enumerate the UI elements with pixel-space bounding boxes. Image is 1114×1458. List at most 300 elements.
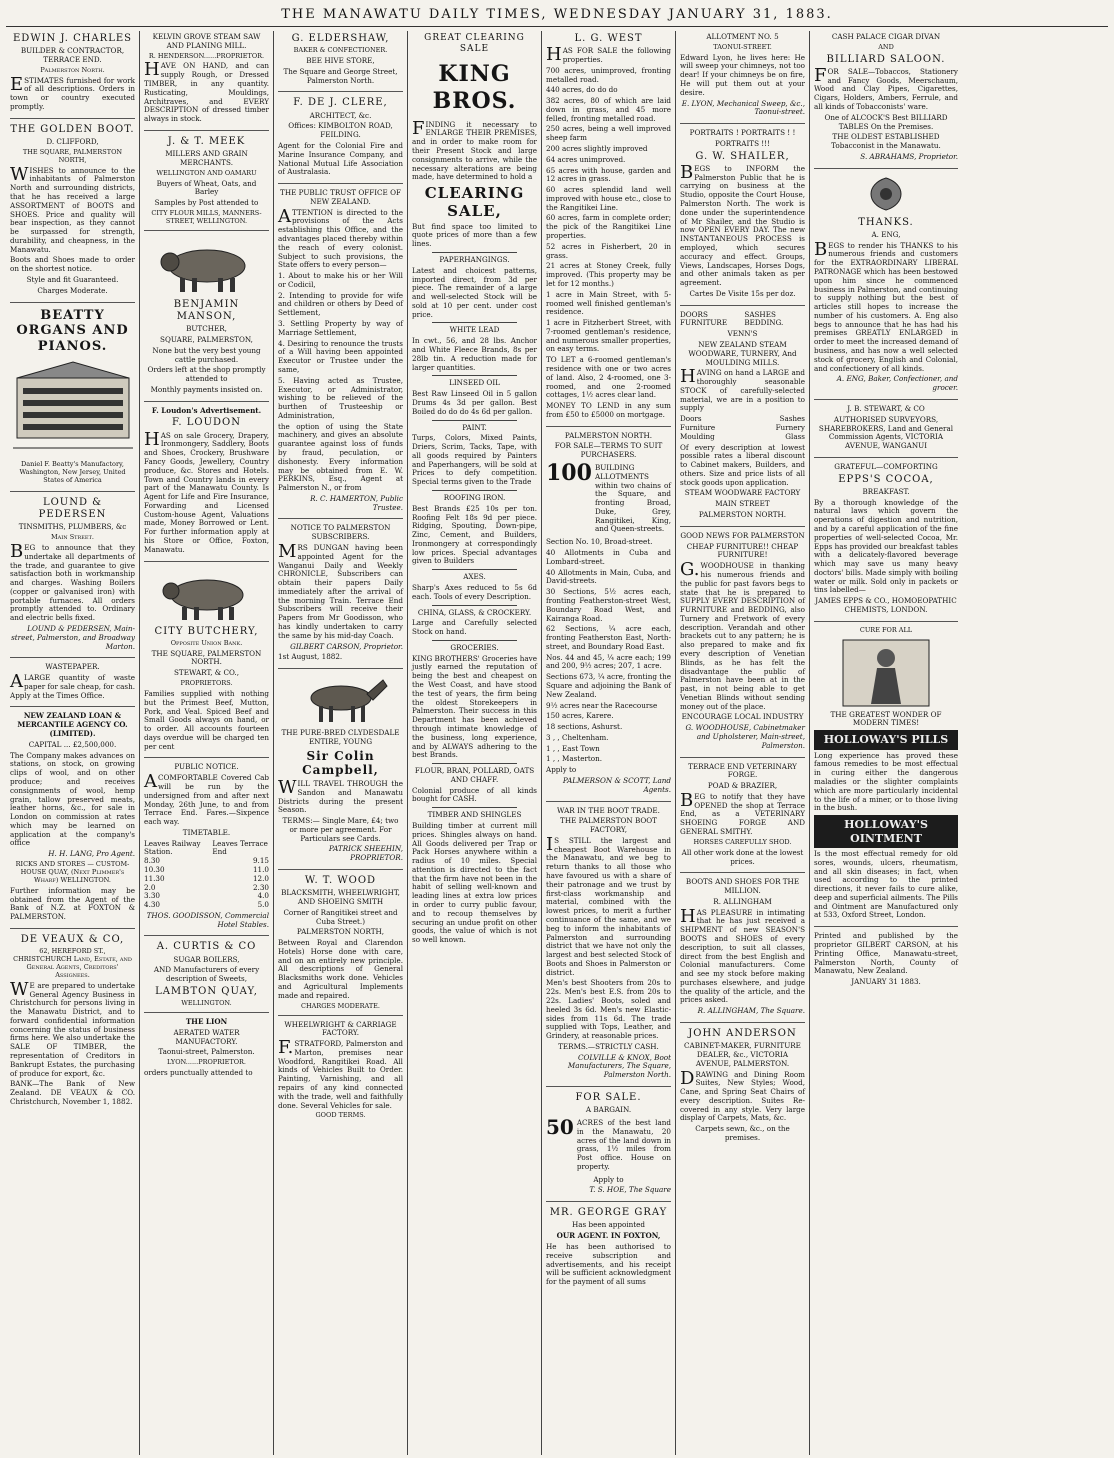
ad-subtitle: TAONUI-STREET.	[713, 42, 772, 51]
imprint-text: Printed and published by the proprietor GILBERT CARSON, at his Printing Office, Manawatu-street, Palmerston North, County of Manawatu, New Zealand.	[814, 931, 958, 976]
ad-subtitle: BLACKSMITH, WHEELWRIGHT, AND SHOEING SMITH	[281, 888, 400, 906]
ad-title: NEW ZEALAND LOAN & MERCANTILE AGENCY CO. (LIMITED).	[17, 711, 128, 739]
list-item: 30 Sections, 5½ acres each, fronting Featherston-street West, Boundary Road West, and Kairanga Road.	[546, 587, 671, 623]
section-title: TIMBER AND SHINGLES	[427, 810, 522, 820]
table-cell: 2.30	[252, 882, 269, 892]
ad-loudon	[144, 407, 269, 562]
timetable-header-cell: Leaves Railway Station.	[144, 838, 201, 857]
ad-banner: PORTRAITS !!!	[715, 138, 770, 148]
ad-signature: S. ABRAHAMS, Proprietor.	[860, 151, 958, 161]
divider	[432, 375, 517, 376]
ad-place: Main Street.	[51, 533, 94, 542]
ad-body: DRAWING and Dining Room Suites, New Styles; Wood, Cane, and Spring Seat Chairs of every description. Suites Re-covered in any style. Very large display of Carpets, Mats, &c.	[680, 1067, 805, 1123]
ad-subtitle: BILLIARD SALOON.	[826, 53, 946, 65]
ad-signature: LOUND & PEDERSEN, Main-street, Palmerston, and Broadway Marton.	[11, 624, 135, 651]
list-item: 440 acres, do do do	[546, 85, 618, 95]
ad-venn	[680, 311, 805, 527]
ad-footer: Carpets sewn, &c., on the premises.	[695, 1124, 790, 1143]
ad-body: Agent for the Colonial Fire and Marine Insurance Company, and National Mutual Life Association of Australasia.	[278, 140, 403, 177]
ad-city: WELLINGTON.	[181, 999, 232, 1008]
ad-apply: Apply to	[593, 1174, 624, 1184]
section-title: ROOFING IRON.	[443, 492, 506, 502]
section-body: Sharp's Axes reduced to 5s 6d each. Tools of every Description.	[412, 583, 537, 601]
ad-signature: GILBERT CARSON, Proprietor.	[290, 641, 403, 651]
ad-body: The Company makes advances on stations, on stock, on growing clips of wool, and on other produce; and receives consignments of wool, hemp grain, tallow preserved meats, leather horns, &c., for sale in London on commission at rates which may be learned on application at the company's office	[10, 750, 135, 848]
ad-stores: RICKS AND STORES — CUSTOM-HOUSE QUAY, (Next Plimmer's Wharf) WELLINGTON.	[15, 859, 130, 884]
ad-clydesdale	[278, 674, 403, 870]
ad-city: PALMERSTON NORTH.	[698, 510, 787, 520]
ad-subtitle: FOR SALE—TERMS TO SUIT PURCHASERS.	[554, 441, 663, 460]
list-item: Sashes	[779, 414, 805, 424]
list-item: 60 acres splendid land well improved with house etc., close to the Rangitikei Line.	[546, 185, 671, 212]
ad-name: D. CLIFFORD,	[46, 136, 99, 146]
list-item: Glass	[785, 431, 805, 441]
ad-footer: CITY FLOUR MILLS, MANNERS-STREET, WELLINGTON.	[151, 208, 262, 225]
ad-subtitle: NEW ZEALAND STEAM WOODWARE, TURNERY, And MOULDING MILLS.	[688, 339, 797, 367]
table-cell: 4.30	[144, 900, 161, 910]
ad-subtitle: ARCHITECT, &c.	[309, 110, 372, 120]
ad-body: Is the most effectual remedy for old sores, wounds, ulcers, rheumatism, and all skin diseases; in fact, when used according to the printed directions, it never fails to cure alike, deep and superficial ailments. The Pills and Ointment are Manufactured only at 533, Oxford Street, London.	[814, 848, 958, 920]
ad-body: WILL TRAVEL THROUGH the Sandon and Manawatu Districts during the present Season.	[278, 776, 403, 815]
ad-title: A. CURTIS & CO	[156, 941, 257, 953]
list-item: 1. About to make his or her Will or Codicil,	[278, 271, 403, 289]
ad-title: ALLOTMENT NO. 5	[706, 32, 779, 41]
list-item: 1 acre in Main Street, with 5-roomed well finished gentleman's residence.	[546, 289, 671, 317]
ad-header-cell: SASHES BEDDING.	[744, 309, 784, 328]
section-body: Colonial produce of all kinds bought for CASH.	[412, 785, 537, 804]
ad-shailer	[680, 129, 805, 305]
list-item: Furniture	[680, 423, 716, 433]
ad-body: the option of using the State machinery, and gives an absolute guarantee against loss of funds by fraud, peculation, or dishonesty. Every information may be obtained from E. W. PERKINS, Esq., Agent at Palmerston N., or from	[278, 421, 403, 493]
ad-banner: PORTRAITS ! PORTRAITS ! !	[689, 128, 796, 138]
horse-engraving	[291, 674, 391, 726]
list-item: 200 acres slightly improved	[546, 144, 648, 153]
ad-body: By a thorough knowledge of the natural laws which govern the operations of digestion and nutrition, and by a careful application of the fine properties of well-selected Cocoa, Mr. Epps has provided our breakfast tables with a delicately-flavored beverage which may save us many heavy doctors' bills. Made simply with boiling water or milk. Sold only in packets or tins labelled—	[814, 497, 958, 595]
ad-signature: R. C. HAMERTON, Public Trustee.	[310, 493, 403, 512]
ad-title: WASTEPAPER.	[45, 662, 100, 672]
ad-body: MRS DUNGAN having been appointed Agent for the Wanganui Daily and Weekly CHRONICLE, Subscribers can obtain their papers Daily immediately after the arrival of the morning Train. Terrace End Subscribers will receive their Papers from Mr Goodisson, who has kindly undertaken to carry the same by his mid-day Coach.	[278, 541, 403, 640]
ad-place: The Square and George Street, Palmerston North.	[283, 66, 398, 85]
ad-de-veaux	[10, 934, 135, 1113]
list-item: 5. Having acted as Trustee, Executor, or Administrator, wishing to be relieved of the burthen of Trusteeship or Administration,	[278, 375, 403, 420]
list-item: 1 , , East Town	[546, 743, 600, 753]
ad-subtitle: SUGAR BOILERS,	[173, 954, 240, 964]
section-body: But find space too limited to quote prices of more than a few lines.	[412, 221, 537, 249]
ad-body: Samples by Post attended to	[154, 198, 259, 208]
table-row	[144, 875, 269, 884]
ad-signature: T. S. HOE, The Square	[589, 1185, 671, 1195]
ad-subtitle: BUTCHER,	[186, 324, 227, 334]
ad-title: WAR IN THE BOOT TRADE.	[557, 805, 660, 815]
ad-title: J. B. STEWART, & CO	[847, 403, 925, 413]
ad-footer: GOOD TERMS.	[315, 1111, 366, 1120]
ad-subtitle: BAKER & CONFECTIONER.	[293, 46, 388, 55]
ad-body: F.STRATFORD, Palmerston and Marton, premises near Woodford, Rangitikei Road. All kinds of Vehicles Built to Order. Painting, Varnishing, and all repairs of any kind connected with the trade, well and faithfully done. Several Vehicles for sale.	[278, 1037, 403, 1110]
section-title: CLEARING SALE,	[424, 184, 525, 221]
ad-name: A. ENG,	[871, 229, 901, 239]
ad-body: BEG to announce that they undertake all departments of the trade, and guarantee to give satisfaction both in workmanship and charges. Washing Boilers (copper or galvanised iron) with portable furnaces. All orders promptly attended to. Ordinary and electric bells fixed.	[10, 540, 135, 623]
ad-body: BEGS to render his THANKS to his numerous friends and customers for the EXTRAORDINARY LIBERAL PATRONAGE which has been bestowed upon him since he commenced business in Palmerston, and continuing to supply nothing but the best of articles still hopes to increase the number of his customers. A. Eng also begs to announce that he has had his premises GREATLY ENLARGED in order to meet the increased demand of business, and has now a well selected stock of grocery, English and Colonial, and confectionery of all kinds.	[814, 238, 958, 373]
table-cell: 11.30	[144, 873, 165, 883]
columns	[6, 31, 1108, 1455]
ad-big-number: 100	[546, 460, 592, 486]
ad-subtitle: AERATED WATER MANUFACTORY.	[173, 1027, 240, 1046]
ad-body: Families supplied with nothing but the Primest Beef, Mutton, Pork, and Veal. Spiced Beef and Small Goods always on hand, or to order. All accounts fourteen days overdue will be charged ten per cent	[144, 688, 269, 751]
ad-signature: R. ALLINGHAM, The Square.	[697, 1006, 805, 1016]
ad-body: Orders left at the shop promptly attended to	[147, 365, 266, 384]
list-item: Section No. 10, Broad-street.	[546, 537, 653, 547]
ad-banner: GRATEFUL—COMFORTING	[834, 461, 938, 471]
ad-lead	[546, 1114, 671, 1174]
ad-subscribers	[278, 524, 403, 669]
ad-signature: G. WOODHOUSE, Cabinetmaker and Upholsterer, Main-street, Palmerston.	[685, 723, 805, 750]
ad-factory: STEAM WOODWARE FACTORY	[684, 488, 801, 498]
ad-title: G. W. SHAILER,	[695, 150, 790, 162]
divider	[432, 569, 517, 570]
table-cell: 8.30	[144, 856, 161, 866]
table-cell: 10.30	[144, 865, 165, 874]
table-row	[144, 884, 269, 893]
list-item: 3. Settling Property by way of Marriage Settlement,	[278, 319, 403, 337]
ad-signature: PALMERSON & SCOTT, Land Agents.	[562, 776, 671, 794]
ad-place: PALMERSTON NORTH,	[296, 927, 385, 937]
column-1	[6, 31, 140, 1455]
list-item: Nos. 44 and 45, ¼ acre each; 199 and 200, 9½ acres; 207, 1 acre.	[546, 652, 671, 671]
ad-line: Charges Moderate.	[37, 285, 108, 295]
ad-footer: Further information may be obtained from the Agent of the Bank of N.Z. at FOXTON & PALMERSTON.	[10, 885, 135, 922]
ad-wonder: THE GREATEST WONDER OF MODERN TIMES!	[830, 709, 942, 728]
ad-king-bros	[412, 33, 537, 951]
ad-body: He has been authorised to receive subscription and advertisements, and his receipt will be sufficient acknowledgment for the payment of all sums	[546, 1241, 671, 1287]
ad-nz-loan	[10, 712, 135, 928]
section-body: KING BROTHERS' Groceries have justly earned the reputation of being the best and cheapest on the West Coast, and have stood the test of years, the firm being the oldest Storekeepers in Palmerston. Their success in this Department has been achieved through intimate knowledge of the business, long experience, and by ALWAYS adhering to the best Brands.	[412, 653, 537, 760]
ad-street: MAIN STREET	[715, 499, 770, 509]
ad-slogan: ENCOURAGE LOCAL INDUSTRY	[681, 712, 804, 722]
list-item: 382 acres, 80 of which are laid down in grass, and 45 more felled, fronting metalled road.	[546, 96, 671, 123]
column-6	[676, 31, 810, 1455]
ad-body: None but the very best young cattle purchased.	[152, 345, 261, 364]
ad-stewart	[814, 405, 958, 458]
ad-subtitle: A BARGAIN.	[585, 1105, 632, 1115]
ad-signature: COLVILLE & KNOX, Boot Manufacturers, The Square, Palmerston North.	[567, 1052, 671, 1080]
ad-proprietor: PROPRIETORS.	[180, 679, 233, 688]
list-item: 21 acres at Stoney Creek, fully improved. (This property may be let for 12 months.)	[546, 261, 671, 288]
ad-title: THE PURE-BRED CLYDESDALE ENTIRE, YOUNG	[281, 728, 400, 746]
section-title: WHITE LEAD	[449, 325, 500, 335]
ad-name: R. ALLINGHAM	[713, 896, 772, 906]
ad-signature: PATRICK SHEEHIN, PROPRIETOR.	[328, 844, 403, 863]
ad-west	[546, 33, 671, 427]
ad-title: L. G. WEST	[574, 33, 643, 44]
list-item: 4. Desiring to renounce the trusts of a Will having been appointed Executor or Trustee under the same,	[278, 338, 403, 374]
ad-eldershaw	[278, 33, 403, 92]
ad-signature: A. ENG, Baker, Confectioner, and grocer.	[836, 374, 958, 393]
organ-factory-engraving	[13, 358, 133, 458]
section-body: Large and Carefully selected Stock on hand.	[412, 618, 537, 637]
imprint	[814, 932, 958, 993]
ad-title: NOTICE TO PALMERSTON SUBSCRIBERS.	[290, 523, 391, 542]
ad-wood	[278, 875, 403, 1015]
section-body: Building timber at current mill prices. Shingles always on hand. All Goods delivered per Trap or Pack Horses anywhere within a radius of 10 miles. Special attention is directed to the fact that the firm have not been in the habit of selling well-known and leading lines at extra low prices in order to curry public favour, and to recoup themselves by securing an undue profit on other goods, the value of which is not so well known.	[412, 820, 537, 945]
section-title: CHINA, GLASS, & CROCKERY.	[417, 607, 532, 617]
ad-subtitle: Has been appointed	[571, 1220, 646, 1230]
ad-subtitle: 62, HEREFORD ST., CHRISTCHURCH Land, Estate, and General Agents, Creditors' Assignees.	[13, 947, 132, 979]
ad-date: 1st August, 1882.	[278, 652, 343, 662]
ad-header-cell: DOORS FURNITURE	[680, 309, 728, 328]
ad-body: IS STILL the largest and cheapest Boot Warehouse in the Manawatu, and we beg to return thanks to all those who have favoured us with a share of their patronage and we trust by first-class workmanship and material, combined with the lowest prices, to merit a further continuance of the same, and we beg to inform the inhabitants of Palmerston and surrounding district that we have not only the largest and best selected Stock of Boots and Shoes in Palmerston or district.	[546, 833, 671, 977]
ad-subtitle: CHEAP FURNITURE!! CHEAP FURNITURE!	[686, 541, 799, 560]
ad-body: ESTIMATES furnished for work of all descriptions. Orders in town or country executed promptly.	[10, 73, 135, 112]
ad-subtitle: BREAKFAST.	[862, 486, 910, 496]
ad-footer: orders punctually attended to	[144, 1068, 253, 1078]
section-title: AXES.	[463, 572, 486, 582]
ad-body: ALARGE quantity of waste paper for sale cheap, for cash. Apply at the Times Office.	[10, 671, 135, 700]
ad-body: Monthly payments insisted on.	[150, 384, 263, 394]
ad-title: THE LION	[185, 1017, 228, 1027]
ad-kelvin	[144, 33, 269, 131]
ornament-engraving	[856, 174, 916, 214]
bull-engraving	[152, 236, 262, 296]
ad-subtitle: AUTHORISED SURVEYORS, SHAREBROKERS, Land and General Commission Agents, VICTORIA AVENUE, WANGANUI	[818, 414, 954, 451]
ad-horse-name: Sir Colin Campbell,	[302, 748, 379, 778]
ad-footer: BANK—The Bank of New Zealand. DE VEAUX & CO. Christchurch, November 1, 1882.	[10, 1079, 135, 1106]
ad-body: FOR SALE—Tobaccos, Stationery and Fancy Goods, Meerschaum, Wood and Clay Pipes, Cigarettes, Cigars, Holders, Ambers, Ferrule, and all kinds of Tobacconists' ware.	[814, 64, 958, 112]
ad-capital: CAPITAL ... £2,500,000.	[28, 739, 117, 749]
ad-title: PALMERSTON NORTH.	[564, 430, 653, 440]
ad-body: Boots and Shoes made to order on the shortest notice.	[10, 255, 135, 274]
list-item: 64 acres unimproved.	[546, 154, 626, 164]
section-title: FLOUR, BRAN, POLLARD, OATS AND CHAFF.	[414, 766, 535, 784]
section-body: Turps, Colors, Mixed Paints, Driers, Scrim, Tacks, Tape, with all goods required by Painters and Paperhangers, will be sold at Prices to defy competition. Special terms given to the Trade	[412, 433, 537, 487]
ad-golden-boot	[10, 124, 135, 303]
ad-body: MONEY TO LEND in any sum from £50 to £5000 on mortgage.	[546, 401, 671, 419]
ad-veterinary	[680, 763, 805, 874]
ad-title: KING BROS.	[432, 60, 517, 114]
divider	[432, 807, 517, 808]
ad-title: JOHN ANDERSON	[688, 1028, 797, 1040]
ad-terms: TERMS.—STRICTLY CASH.	[558, 1041, 659, 1051]
list-item: 700 acres, unimproved, fronting metalled road.	[546, 65, 671, 84]
list-item: Furnery	[775, 423, 805, 433]
ad-signature: JAMES EPPS & CO., HOMOEOPATHIC CHEMISTS, LONDON.	[815, 596, 957, 614]
ad-signature: H. H. LANG, Pro Agent.	[48, 849, 135, 859]
ad-proprietor: LYON......PROPRIETOR.	[167, 1058, 246, 1067]
ad-lion	[144, 1018, 269, 1084]
table-cell: 9.15	[252, 856, 269, 866]
table-cell: 11.0	[252, 865, 269, 874]
ad-subtitle: TINSMITHS, PLUMBERS, &c	[18, 522, 127, 532]
ad-for-sale	[546, 1092, 671, 1202]
ad-proprietor: R. HENDERSON......PROPRIETOR.	[148, 51, 265, 60]
divider	[432, 640, 517, 641]
table-row	[144, 901, 269, 910]
ad-city-butchery	[144, 567, 269, 759]
divider	[432, 252, 517, 253]
ad-title: J. & T. MEEK	[167, 135, 246, 147]
divider	[432, 605, 517, 606]
ad-title: KELVIN GROVE STEAM SAW AND PLANING MILL.	[152, 32, 261, 50]
list-item: 60 acres, farm in complete order; the pick of the Rangitikei Line properties.	[546, 213, 671, 241]
ad-pills-banner: HOLLOWAY'S PILLS	[814, 730, 958, 749]
ad-name: STEWART, & CO.,	[174, 668, 239, 678]
ad-title: TERRACE END VETERINARY FORGE.	[688, 761, 797, 780]
column-4	[408, 31, 542, 1455]
masthead: THE MANAWATU DAILY TIMES, WEDNESDAY JANUARY 31, 1883.	[6, 4, 1108, 27]
list-item: 250 acres, being a well improved sheep farm	[546, 124, 671, 143]
ad-title: BEATTY ORGANS AND PIANOS.	[16, 307, 129, 355]
divider	[432, 420, 517, 421]
ad-subtitle: MILLERS AND GRAIN MERCHANTS.	[165, 149, 248, 167]
ad-public-trust	[278, 189, 403, 519]
ad-name: POAD & BRAZIER,	[707, 781, 778, 791]
column-7	[810, 31, 962, 1455]
section-title: PAPERHANGINGS.	[439, 255, 510, 264]
ad-title: THANKS.	[858, 216, 914, 228]
ad-allotment-5	[680, 33, 805, 124]
ad-palmerston-allotments	[546, 432, 671, 802]
table-cell: 3.30	[144, 891, 161, 901]
ad-apply: Apply to	[546, 765, 577, 775]
divider	[432, 322, 517, 323]
ad-title: BOOTS AND SHOES FOR THE MILLION.	[685, 877, 800, 896]
list-item: 2. Intending to provide for wife and children or others by Deed of Settlement,	[278, 290, 403, 318]
ad-place: Palmerston North.	[40, 65, 105, 74]
ad-body: HAVING on hand a LARGE and thoroughly seasonable STOCK of carefully-selected material, we are in a position to supply	[680, 366, 805, 413]
ad-manson	[144, 236, 269, 402]
ad-agent: OUR AGENT. IN FOXTON,	[556, 1231, 661, 1241]
list-item: 62 Sections, ¼ acre each, fronting Featherston East, North-street, and Boundary Road East.	[546, 624, 671, 651]
ad-price: Cartes De Visite 15s per doz.	[689, 288, 796, 298]
ad-title: LOUND & PEDERSEN	[38, 496, 107, 521]
table-cell: 2.0	[144, 882, 156, 892]
ad-lound	[10, 497, 135, 658]
ad-billiard: One of ALCOCK'S Best BILLIARD TABLES On the Premises.	[824, 112, 948, 131]
ad-header-row	[680, 311, 805, 329]
ad-place: Taonui-street, Palmerston.	[158, 1047, 255, 1057]
ad-curtis	[144, 941, 269, 1013]
ad-title: CASH PALACE CIGAR DIVAN	[831, 32, 941, 41]
ad-place: THE SQUARE, PALMERSTON NORTH.	[151, 648, 262, 667]
list-item: 150 acres, Karere.	[546, 711, 614, 721]
ad-wheelwright	[278, 1021, 403, 1125]
section-body: In cwt., 56, and 28 lbs. Anchor and White Fleece Brands, 8s per 28lb tin. A reduction made for larger quantities.	[412, 336, 537, 372]
ad-charles	[10, 33, 135, 119]
section-body: Best Brands £25 10s per ton. Roofing Felt 18s 9d per piece. Ridging, Spouting, Down-pipe, Zinc, Cement, and Builders, Ironmongery at correspondingly low prices. Special advantages given to Builders	[412, 503, 537, 566]
ad-body: HAS on sale Grocery, Drapery, Ironmongery, Saddlery, Boots and Shoes, Crockery, Brushware Fancy Goods, Jewellery, Country produce, &c. Stores and Hotels. Town and Country lands in every part of the Manawatu County. Is Agent for Life and Fire Insurance, Forwarding and Licensed Custom-house Agent, Valuations made, Money Borrowed or Lent. For further information apply at his Store or Office, Foxton, Manawatu.	[144, 428, 269, 554]
ad-banner: GREAT CLEARING SALE	[424, 33, 525, 54]
ad-body: WISHES to announce to the inhabitants of Palmerston North and surrounding districts, that he has received a large ASSORTMENT of BOOTS and SHOES. Price and quality will bear inspection, as they cannot be surpassed for strength, durability, and cheapness, in the Manawatu.	[10, 163, 135, 254]
list-item: 40 Allotments in Main, Cuba, and David-streets.	[546, 567, 671, 586]
ad-title: VENN'S	[727, 329, 758, 339]
ad-body: Men's best Shooters from 20s to 22s. Men's best E.S. from 20s to 22s. Ladies' Boots, soled and heeled 3s 6d. Men's new Elastic-sides from 11s 6d. The trade supplied with Tops, Leather, and Grindery, at reasonable prices.	[546, 978, 671, 1041]
ad-big-number: 50	[546, 1114, 574, 1139]
list-item: 65 acres with house, garden and 12 acres in grass.	[546, 165, 671, 184]
ad-body: ACOMFORTABLE Covered Cab will be run by the undersigned from and after next Monday, 26th June, to and from Terrace End. Fares.—Sixpence each way.	[144, 771, 269, 827]
ad-body: Between Royal and Clarendon Hotels) Horse done with care, and on an entirely new principle. All descriptions of General Blacksmiths work done. Vehicles and Agricultural Implements made and repaired.	[278, 938, 403, 1000]
ad-body: G.WOODHOUSE in thanking his numerous friends and the public for past favors begs to state that he is prepared to SUPPLY EVERY DESCRIPTION of FURNITURE and BEDDING, also Turnery and Fretwork of every description. Verandah and other brackets cut to any pattern; he is also prepared to make and fix every description of Venetian Blinds, as he has felt the disadvantage the public of Palmerston have been at in the past, in not being able to get Venetian Blinds without sending money out of the place.	[680, 559, 805, 711]
ad-title: F. LOUDON	[172, 417, 241, 429]
ad-body: Of every description at lowest possible rates a liberal discount to Cabinet makers, Builders, and others. Size and price lists of all stock goods upon application.	[680, 442, 805, 487]
ad-anderson	[680, 1028, 805, 1149]
ad-ointment-banner: HOLLOWAY'S OINTMENT	[814, 815, 958, 848]
ad-clere	[278, 97, 403, 184]
column-2	[140, 31, 274, 1455]
ad-title: EPPS'S COCOA,	[838, 473, 934, 485]
list-item: 1 acre in Fitzherbert Street, with 7-roomed gentleman's residence, and numerous smaller properties, on easy terms.	[546, 318, 671, 354]
ad-banner: CURE FOR ALL	[859, 625, 913, 634]
ad-address: Corner of Rangitikei street and Cuba Street.)	[283, 907, 398, 926]
ad-line: Style and fit Guaranteed.	[26, 274, 119, 284]
ad-heading: F. Loudon's Advertisement.	[151, 405, 262, 415]
ad-terms: TERMS:— Single Mare, £4; two or more per agreement. For Particulars see Cards.	[282, 816, 399, 843]
ad-body: Long experience has proved these famous remedies to be most effectual in curing either the dangerous maladies or the slighter complaints which are more particularly incidental to the life of a miner, or to those living in the bush.	[814, 750, 958, 813]
ad-body: HAVE ON HAND, and can supply Rough, or Dressed TIMBER, in any quantity. Rusticating, Mouldings, Architraves, and EVERY DESCRIPTION of dressed timber always in stock.	[144, 59, 269, 124]
ad-body: All other work done at the lowest prices.	[681, 847, 804, 866]
divider	[432, 490, 517, 491]
ad-title: EDWIN J. CHARLES	[13, 33, 132, 44]
list-item: 9½ acres near the Racecourse	[546, 700, 658, 710]
timetable-header-cell: Leaves Terrace End	[212, 838, 268, 857]
ad-place: LAMBTON QUAY,	[155, 986, 258, 997]
table-row	[144, 892, 269, 901]
ad-body: FINDING it necessary to ENLARGE THEIR PREMISES, and in order to make room for their Present Stock and large consignments to arrive, while the necessary alterations are being made, have determined to hold a	[412, 117, 537, 182]
ad-subtitle: CABINET-MAKER, FURNITURE DEALER, &c., VICTORIA AVENUE, PALMERSTON.	[684, 1041, 801, 1068]
list-item: 1 , , Masterton.	[546, 754, 603, 764]
ad-george-gray	[546, 1207, 671, 1293]
ad-store: BEE HIVE STORE,	[306, 56, 375, 66]
ad-woodhouse	[680, 532, 805, 758]
ad-title: FOR SALE.	[575, 1092, 642, 1103]
ad-title: THE GOLDEN BOOT.	[10, 123, 135, 135]
ad-body: HAS FOR SALE the following properties.	[546, 44, 671, 66]
ad-cigar-divan	[814, 33, 958, 169]
ad-meek	[144, 136, 269, 231]
ad-thanks	[814, 174, 958, 400]
ad-title: THE PUBLIC TRUST OFFICE OF NEW ZEALAND.	[280, 188, 401, 206]
ad-title: BENJAMIN MANSON,	[173, 298, 240, 322]
ad-footer: Daniel F. Beatty's Manufactory, Washington, New Jersey, United States of America	[19, 460, 126, 484]
ad-body: Edward Lyon, he lives here: He will sweep your chimneys, not too dear! If your chimneys be on fire, He will put them out at your desire.	[680, 52, 805, 97]
ad-body: TO LET a 6-roomed gentleman's residence with one or two acres of land. Also, 2 4-roomed, one 3-roomed, and one 2-roomed cottages, 1½ acres clear land.	[546, 355, 671, 400]
section-body: Best Raw Linseed Oil in 5 gallon Drums 4s 3d per gallon. Best Boiled do do do 4s 6d per gallon.	[412, 389, 537, 416]
ad-body: BEG to notify that they have OPENED the shop at Terrace End, as a VETERINARY SHOEING FORGE AND GENERAL SMITHY.	[680, 789, 805, 837]
ad-subtitle: Opposite Union Bank.	[170, 638, 243, 647]
ad-title: DE VEAUX & CO,	[20, 933, 125, 945]
ad-public-notice	[144, 763, 269, 936]
ad-note: HORSES CAREFULLY SHOD.	[693, 837, 792, 846]
ad-oldest: THE OLDEST ESTABLISHED Tobacconist in the Manawatu.	[831, 132, 941, 151]
ad-title: F. DE J. CLERE,	[293, 97, 388, 109]
ad-title: G. ELDERSHAW,	[291, 33, 390, 44]
ad-body: AND Manufacturers of every description of Sweets,	[153, 965, 260, 984]
ad-beatty	[10, 308, 135, 492]
list-item: 3 , , Cheltenham.	[546, 732, 609, 742]
ad-charges: CHARGES MODERATE.	[300, 1001, 380, 1010]
section-title: GROCERIES.	[450, 642, 499, 652]
section-title: PAINT.	[462, 422, 487, 432]
ad-signature: THOS. GOODISSON, Commercial Hotel Stables.	[146, 910, 269, 929]
ad-place: THE SQUARE, PALMERSTON NORTH,	[22, 147, 123, 164]
ad-lead	[546, 462, 671, 536]
figure-engraving	[841, 638, 931, 708]
ad-body: Buyers of Wheat, Oats, and Barley	[156, 178, 257, 197]
list-item: Sections 673, ¼ acre, fronting the Square and adjoining the Bank of New Zealand.	[546, 672, 671, 699]
list-item: Moulding	[680, 431, 715, 441]
list-item: 18 sections, Ashurst.	[546, 722, 623, 732]
ad-epps	[814, 463, 958, 622]
imprint-date: JANUARY 31 1883.	[851, 977, 921, 987]
ad-signature: E. LYON, Mechanical Sweep, &c., Taonui-street.	[681, 98, 805, 117]
